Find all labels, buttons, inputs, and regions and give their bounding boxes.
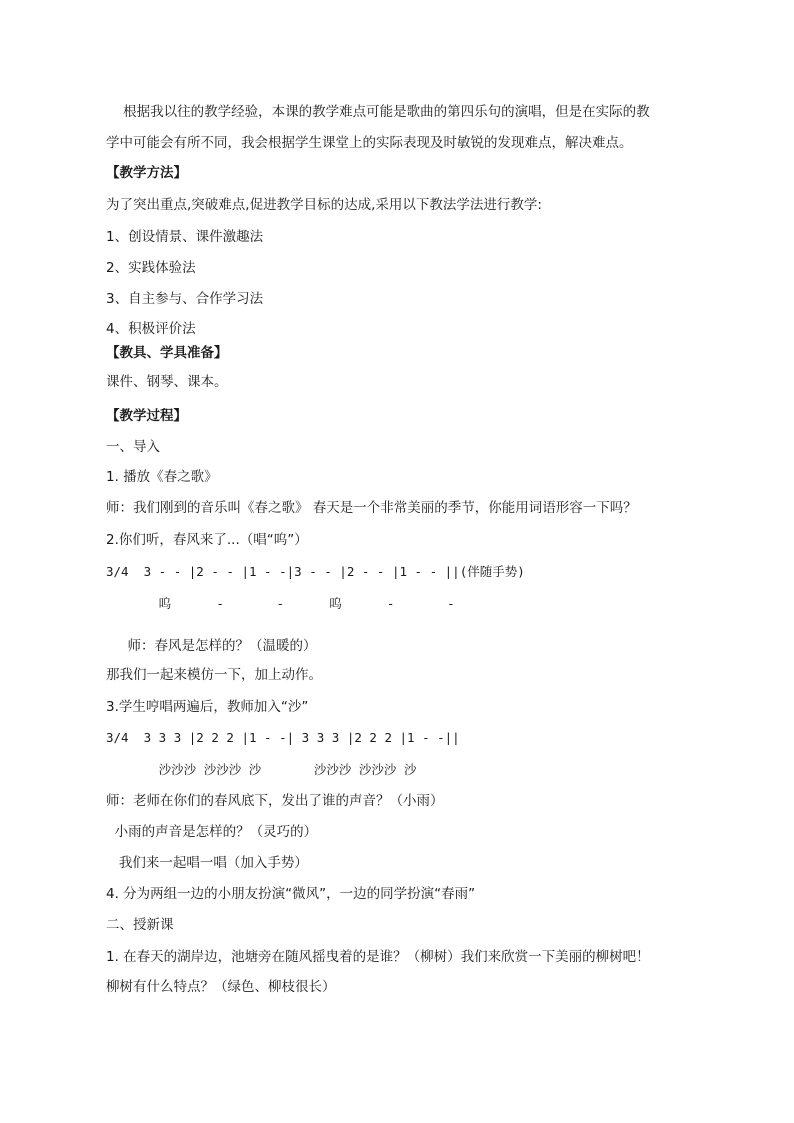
section-heading: 【教学过程】 [106,408,187,424]
paragraph-line: 柳树有什么特点？（绿色、柳枝很长） [106,979,336,995]
lyrics-line: 沙沙沙 沙沙沙 沙 沙沙沙 沙沙沙 沙 [106,762,417,777]
paragraph-line: 根据我以往的教学经验，本课的教学难点可能是歌曲的第四乐句的演唱，但是在实际的教 [106,104,650,120]
paragraph-line: 课件、钢琴、课本。 [106,374,228,390]
lyrics-line: 呜 - - 呜 - - [106,596,455,611]
paragraph-line: 一、导入 [106,439,160,455]
list-item: 1、创设情景、课件激趣法 [106,229,264,245]
paragraph-line: 师：老师在你们的春风底下，发出了谁的声音？（小雨） [106,793,444,809]
paragraph-line: 4. 分为两组一边的小朋友扮演“微风”，一边的同学扮演“春雨” [106,886,476,902]
paragraph-line: 为了突出重点,突破难点,促进教学目标的达成,采用以下教法学法进行教学: [106,197,542,213]
list-item: 3、自主参与、合作学习法 [106,291,264,307]
section-heading: 【教学方法】 [106,165,187,181]
paragraph-line: 学中可能会有所不同，我会根据学生课堂上的实际表现及时敏锐的发现难点，解决难点。 [106,135,633,151]
paragraph-line: 那我们一起来模仿一下，加上动作。 [106,667,322,683]
paragraph-line: 师：我们刚到的音乐叫《春之歌》 春天是一个非常美丽的季节，你能用词语形容一下吗？ [106,500,637,516]
list-item: 2、实践体验法 [106,260,196,276]
paragraph-line: 1. 播放《春之歌》 [106,469,218,485]
paragraph-line: 我们来一起唱一唱（加入手势） [106,855,308,871]
paragraph-line: 师：春风是怎样的？（温暖的） [106,638,317,654]
paragraph-line: 3.学生哼唱两遍后，教师加入“沙” [106,699,309,715]
notation-line: 3/4 3 - - |2 - - |1 - -|3 - - |2 - - |1 - - ||(伴随手势) [106,564,525,579]
notation-line: 3/4 3 3 3 |2 2 2 |1 - -| 3 3 3 |2 2 2 |1 - -|| [106,730,460,745]
paragraph-line: 二、授新课 [106,917,174,933]
section-heading: 【教具、学具准备】 [106,345,228,361]
paragraph-line: 1. 在春天的湖岸边，池塘旁在随风摇曳着的是谁？（柳树）我们来欣赏一下美丽的柳树吧！ [106,949,650,965]
paragraph-line: 小雨的声音是怎样的？（灵巧的） [106,824,318,840]
list-item: 4、积极评价法 [106,321,196,337]
paragraph-line: 2.你们听，春风来了...（唱“呜”） [106,532,308,548]
